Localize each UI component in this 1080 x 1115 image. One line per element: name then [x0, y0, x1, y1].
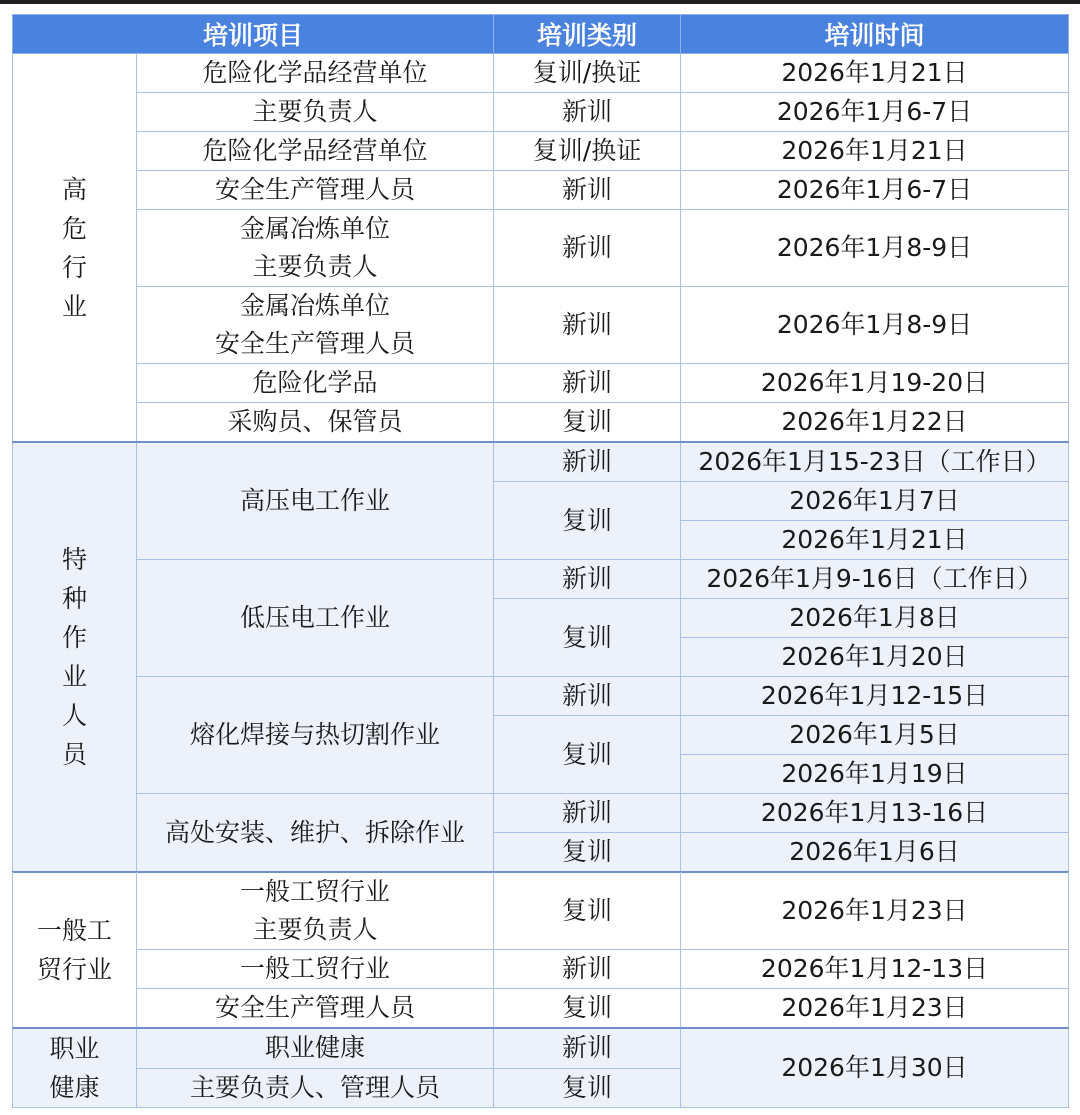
training-time: 2026年1月5日 — [681, 716, 1069, 755]
training-time: 2026年1月19日 — [681, 755, 1069, 794]
section-label-general-trade: 一般工 贸行业 — [13, 872, 137, 1028]
header-category: 培训类别 — [494, 15, 681, 54]
training-time: 2026年1月23日 — [681, 872, 1069, 950]
table-row — [13, 677, 1069, 716]
section-label-special-operations: 特 种 作 业 人 员 — [13, 442, 137, 872]
project-line: 安全生产管理人员 — [137, 989, 494, 1029]
header-time: 培训时间 — [681, 15, 1069, 54]
section-label-occupational-health: 职业 健康 — [13, 1028, 137, 1108]
header-row — [13, 15, 1069, 54]
training-type: 复训 — [494, 482, 681, 560]
training-time: 2026年1月19-20日 — [681, 364, 1069, 403]
table-row — [13, 442, 1069, 482]
training-type: 新训 — [494, 364, 681, 403]
training-type: 复训/换证 — [494, 132, 681, 171]
project-name: 高压电工作业 — [137, 442, 494, 560]
training-type: 新训 — [494, 210, 681, 287]
table-row — [13, 132, 1069, 171]
training-time: 2026年1月6-7日 — [681, 171, 1069, 210]
training-time: 2026年1月21日 — [681, 54, 1069, 93]
training-time: 2026年1月23日 — [681, 989, 1069, 1029]
training-type: 复训 — [494, 989, 681, 1029]
table-row — [13, 364, 1069, 403]
project-line: 危险化学品经营单位 — [137, 132, 494, 171]
training-type: 复训 — [494, 1068, 681, 1108]
training-time: 2026年1月6-7日 — [681, 93, 1069, 132]
project-name: 一般工贸行业 主要负责人 — [137, 872, 494, 950]
project-line: 危险化学品经营单位 — [137, 54, 494, 93]
training-time: 2026年1月7日 — [681, 482, 1069, 521]
training-type: 新训 — [494, 442, 681, 482]
training-time: 2026年1月22日 — [681, 403, 1069, 443]
project-line: 主要负责人 — [137, 93, 494, 132]
project-name: 高处安装、维护、拆除作业 — [137, 794, 494, 873]
training-type: 新训 — [494, 1028, 681, 1068]
training-type: 复训 — [494, 403, 681, 443]
project-line: 安全生产管理人员 — [137, 171, 494, 210]
section-label-high-risk: 高 危 行 业 — [13, 54, 137, 443]
training-time: 2026年1月8-9日 — [681, 210, 1069, 287]
project-line: 一般工贸行业 — [137, 950, 494, 989]
training-time: 2026年1月30日 — [681, 1028, 1069, 1108]
project-line: 危险化学品 — [137, 364, 494, 403]
training-time: 2026年1月8-9日 — [681, 287, 1069, 364]
table-row — [13, 93, 1069, 132]
table-row — [13, 171, 1069, 210]
project-line: 职业健康 — [137, 1028, 494, 1068]
project-name: 熔化焊接与热切割作业 — [137, 677, 494, 794]
table-row — [13, 54, 1069, 93]
training-type: 复训 — [494, 716, 681, 794]
project-line: 主要负责人、管理人员 — [137, 1068, 494, 1108]
training-time: 2026年1月12-13日 — [681, 950, 1069, 989]
top-border-bar — [0, 0, 1080, 4]
table-row — [13, 989, 1069, 1029]
training-type: 新训 — [494, 950, 681, 989]
training-type: 新训 — [494, 171, 681, 210]
project-line: 采购员、保管员 — [137, 403, 494, 443]
header-project: 培训项目 — [13, 15, 494, 54]
training-type: 新训 — [494, 93, 681, 132]
training-time: 2026年1月15-23日（工作日） — [681, 442, 1069, 482]
training-time: 2026年1月20日 — [681, 638, 1069, 677]
training-time: 2026年1月21日 — [681, 521, 1069, 560]
training-type: 复训 — [494, 872, 681, 950]
training-type: 复训 — [494, 833, 681, 873]
project-name: 金属冶炼单位 安全生产管理人员 — [137, 287, 494, 364]
training-type: 新训 — [494, 560, 681, 599]
training-type: 复训/换证 — [494, 54, 681, 93]
training-time: 2026年1月8日 — [681, 599, 1069, 638]
table-row — [13, 950, 1069, 989]
training-time: 2026年1月9-16日（工作日） — [681, 560, 1069, 599]
training-type: 新训 — [494, 677, 681, 716]
training-time: 2026年1月6日 — [681, 833, 1069, 873]
table-row — [13, 403, 1069, 443]
table-row — [13, 1028, 1069, 1068]
training-time: 2026年1月21日 — [681, 132, 1069, 171]
table-row — [13, 794, 1069, 833]
training-type: 复训 — [494, 599, 681, 677]
training-type: 新训 — [494, 794, 681, 833]
project-name: 金属冶炼单位 主要负责人 — [137, 210, 494, 287]
training-type: 新训 — [494, 287, 681, 364]
project-name: 低压电工作业 — [137, 560, 494, 677]
table-row — [13, 560, 1069, 599]
training-time: 2026年1月13-16日 — [681, 794, 1069, 833]
training-time: 2026年1月12-15日 — [681, 677, 1069, 716]
training-schedule-table — [12, 14, 1069, 1108]
